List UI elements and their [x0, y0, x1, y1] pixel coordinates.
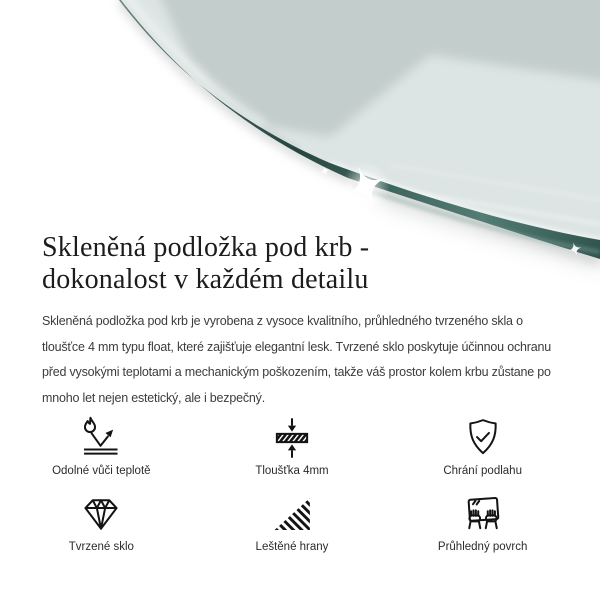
page-title-line1: Skleněná podložka pod krb -	[42, 232, 370, 263]
polished-edges-icon	[270, 492, 314, 536]
feature-item-polished-edges	[197, 492, 388, 553]
floor-protection-shield-icon	[461, 416, 505, 460]
feature-label: Leštěné hrany	[255, 541, 329, 553]
feature-label: Odolné vůči teplotě	[52, 465, 151, 477]
feature-label: Chrání podlahu	[443, 465, 522, 477]
feature-label: Průhledný povrch	[437, 541, 528, 553]
page-title-line2: dokonalost v každém detailu	[42, 264, 369, 295]
feature-label: Tvrzené sklo	[68, 541, 134, 553]
page-title	[42, 232, 600, 296]
product-description: Skleněná podložka pod krb je vyrobena z vysoce kvalitního, průhledného tvrzeného skla o tloušťce 4 mm typu float, které zajišťuje elegantní lesk. Tvrzené sklo poskytuje účinnou ochranu před vysokými teplotami a mechanickým poškozením, takže váš prostor kolem krbu zůstane po mnoho let nejen estetický, ale i bezpečný.	[42, 314, 551, 405]
feature-grid	[0, 416, 600, 553]
transparent-surface-hands-icon	[461, 492, 505, 536]
feature-label: Tloušťka 4mm	[255, 465, 329, 477]
feature-item-transparent-surface	[387, 492, 578, 553]
feature-item-floor-protection	[387, 416, 578, 477]
heat-resistant-icon	[79, 416, 123, 460]
thickness-icon	[270, 416, 314, 460]
feature-item-heat-resistant	[6, 416, 197, 477]
tempered-glass-diamond-icon	[79, 492, 123, 536]
feature-item-tempered-glass	[6, 492, 197, 553]
feature-item-thickness	[197, 416, 388, 477]
